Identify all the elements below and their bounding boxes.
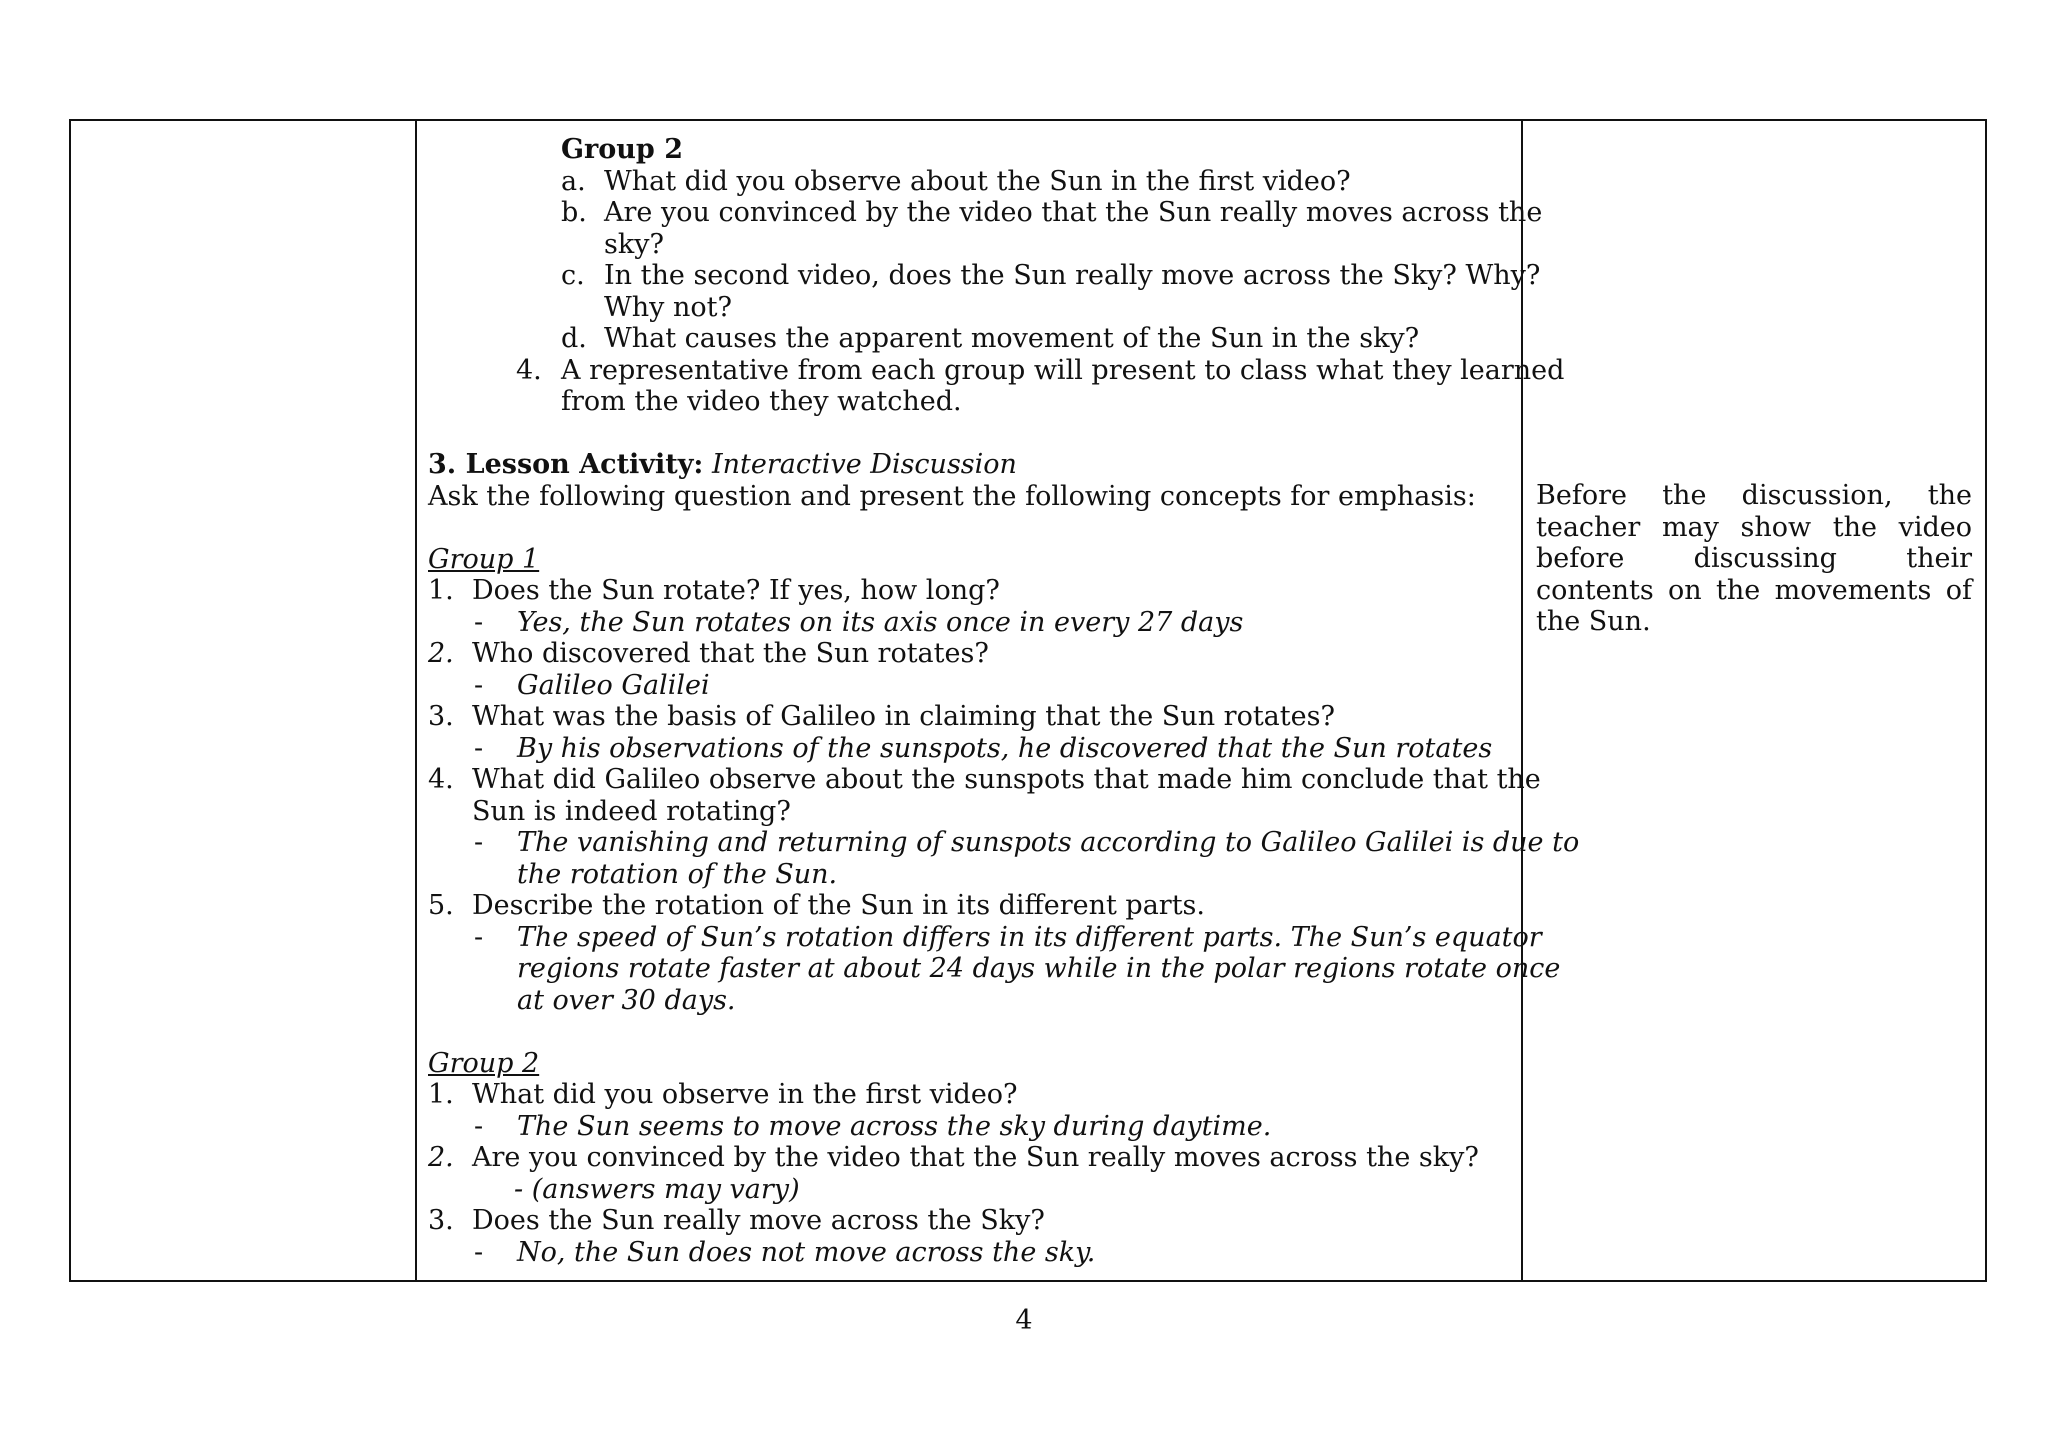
answer-text: the rotation of the Sun.: [517, 859, 838, 890]
answer-dash: -: [474, 607, 484, 638]
lesson-activity-title: Interactive Discussion: [711, 449, 1017, 480]
group1-heading: Group 1: [428, 544, 540, 575]
lesson-activity-heading: [428, 449, 1017, 481]
answer-text: The speed of Sun’s rotation differs in its different parts. The Sun’s equator: [517, 922, 1542, 953]
answer-dash: -: [474, 1237, 484, 1268]
answer-text: at over 30 days.: [517, 985, 736, 1016]
question-number: 1.: [428, 575, 454, 606]
answer-text: regions rotate faster at about 24 days while in the polar regions rotate once: [517, 953, 1561, 984]
answer-text: The vanishing and returning of sunspots according to Galileo Galilei is due to: [517, 827, 1580, 858]
question-number: 5.: [428, 890, 454, 921]
answer-dash: -: [474, 922, 484, 953]
answer-text: No, the Sun does not move across the sky.: [517, 1237, 1096, 1268]
question-text: Does the Sun really move across the Sky?: [472, 1205, 1045, 1236]
answer-dash: -: [474, 670, 484, 701]
teacher-note: Before the discussion, the teacher may show the video before discussing their contents on the movements of the Sun.: [1536, 480, 1972, 637]
answer-text: Yes, the Sun rotates on its axis once in every 27 days: [517, 607, 1244, 638]
answer-dash: -: [474, 827, 484, 858]
group2-heading: Group 2: [428, 1048, 540, 1079]
answer-text: Galileo Galilei: [517, 670, 710, 701]
question-text: What did Galileo observe about the sunspots that made him conclude that the: [472, 764, 1541, 795]
list-marker: c.: [561, 260, 585, 291]
table-column-left: [71, 121, 417, 1280]
answer-text: By his observations of the sunspots, he discovered that the Sun rotates: [517, 733, 1493, 764]
page-number: 4: [1015, 1305, 1033, 1336]
question-text: Who discovered that the Sun rotates?: [472, 638, 989, 669]
answer-dash: -: [474, 1111, 484, 1142]
lesson-activity-intro: Ask the following question and present the following concepts for emphasis:: [428, 481, 1476, 512]
question-text: Does the Sun rotate? If yes, how long?: [472, 575, 1000, 606]
question-text: Why not?: [604, 292, 732, 323]
question-text: In the second video, does the Sun really move across the Sky? Why?: [604, 260, 1541, 291]
list-marker: d.: [561, 323, 587, 354]
question-text: What did you observe in the first video?: [472, 1079, 1018, 1110]
step-text: from the video they watched.: [561, 386, 962, 417]
list-marker: a.: [561, 166, 586, 197]
list-marker: 4.: [516, 355, 542, 386]
question-number: 2.: [428, 638, 454, 669]
answer-text: The Sun seems to move across the sky during daytime.: [517, 1111, 1272, 1142]
lesson-activity-label: 3. Lesson Activity:: [428, 449, 704, 480]
question-text: Sun is indeed rotating?: [472, 796, 791, 827]
answer-text: - (answers may vary): [514, 1174, 800, 1205]
question-text: What causes the apparent movement of the Sun in the sky?: [604, 323, 1420, 354]
question-text: What did you observe about the Sun in the first video?: [604, 166, 1351, 197]
answer-dash: -: [474, 733, 484, 764]
question-text: Are you convinced by the video that the Sun really moves across the sky?: [472, 1142, 1479, 1173]
question-number: 4.: [428, 764, 454, 795]
table-column-notes: [1523, 121, 1985, 1280]
question-text: Describe the rotation of the Sun in its different parts.: [472, 890, 1205, 921]
question-text: What was the basis of Galileo in claiming that the Sun rotates?: [472, 701, 1335, 732]
question-text: sky?: [604, 229, 664, 260]
question-number: 3.: [428, 701, 454, 732]
group2-questions-heading: Group 2: [561, 134, 683, 165]
question-number: 2.: [428, 1142, 454, 1173]
question-text: Are you convinced by the video that the Sun really moves across the: [604, 197, 1543, 228]
step-text: A representative from each group will present to class what they learned: [561, 355, 1565, 386]
question-number: 1.: [428, 1079, 454, 1110]
question-number: 3.: [428, 1205, 454, 1236]
list-marker: b.: [561, 197, 587, 228]
